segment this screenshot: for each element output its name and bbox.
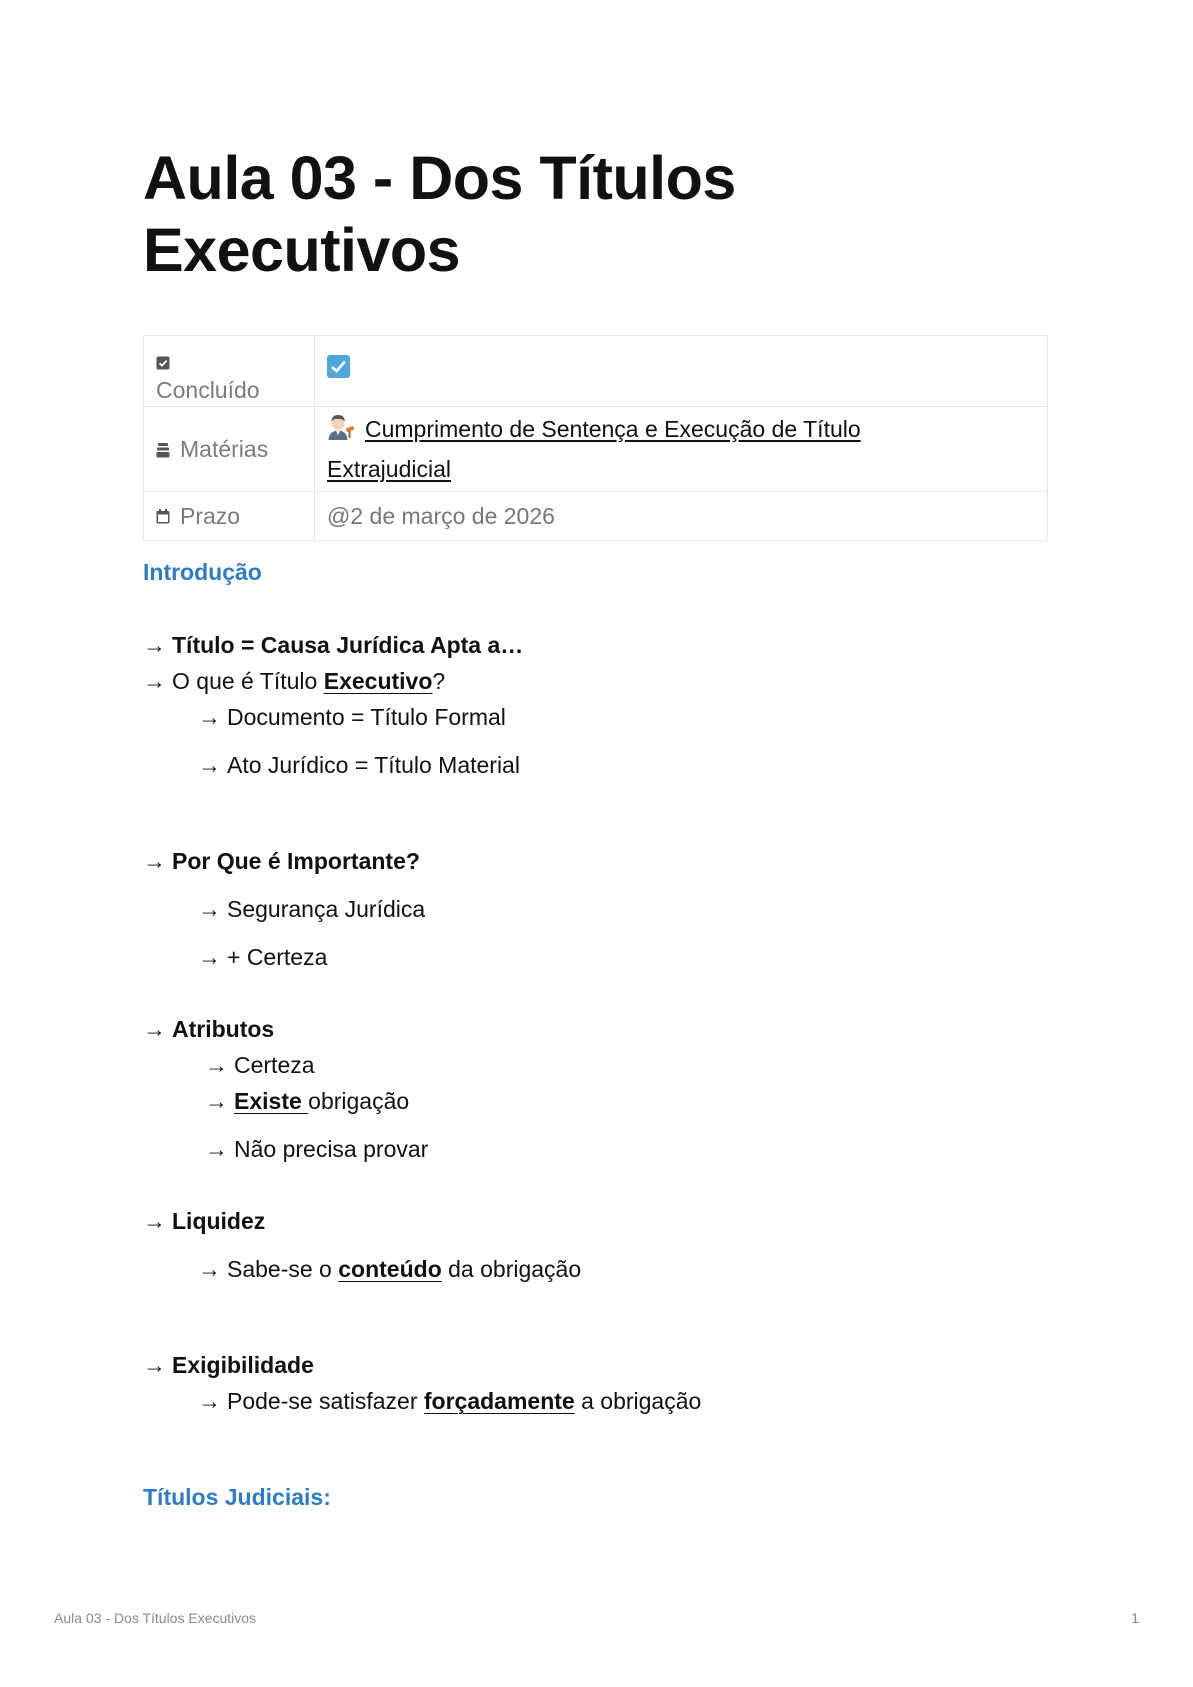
content-line: → Sabe-se o conteúdo da obrigação	[198, 1256, 582, 1282]
checkmark-icon	[330, 359, 347, 374]
arrow-icon: →	[198, 1388, 221, 1414]
footer-page-number: 1	[1131, 1610, 1139, 1626]
calendar-property-icon	[156, 509, 170, 524]
content-line: → Pode-se satisfazer forçadamente a obrigação	[198, 1388, 702, 1414]
content-line: → Por Que é Importante?	[143, 848, 420, 874]
property-label: Matérias	[180, 436, 269, 463]
content-line: → O que é Título Executivo?	[143, 668, 446, 694]
checkbox-property-icon	[156, 356, 170, 370]
property-row-prazo	[144, 492, 1048, 541]
arrow-icon: →	[198, 752, 221, 778]
stack-property-icon	[156, 442, 170, 458]
property-value-concluido[interactable]	[315, 336, 1048, 407]
property-value-prazo[interactable]	[315, 492, 1048, 541]
date-mention[interactable]: @2 de março de 2026	[327, 502, 555, 529]
content-line: → Existe obrigação	[205, 1088, 410, 1114]
footer-doc-title: Aula 03 - Dos Títulos Executivos	[54, 1610, 257, 1626]
property-key-concluido	[144, 336, 315, 407]
arrow-icon: →	[143, 848, 166, 874]
title-line-1: Aula 03 - Dos Títulos	[143, 144, 736, 212]
arrow-icon: →	[198, 704, 221, 730]
materia-link-continued[interactable]: Extrajudicial	[327, 456, 451, 482]
arrow-icon: →	[143, 1016, 166, 1042]
arrow-icon: →	[143, 1208, 166, 1234]
property-value-materias	[315, 407, 1048, 492]
page-title	[143, 142, 736, 286]
properties-table	[143, 335, 1048, 541]
property-key-materias	[144, 407, 315, 492]
judge-emoji-icon	[327, 413, 355, 451]
arrow-icon: →	[143, 632, 166, 658]
materia-link[interactable]: Cumprimento de Sentença e Execução de Título	[365, 416, 861, 442]
arrow-icon: →	[143, 1352, 166, 1378]
content-line: → Ato Jurídico = Título Material	[198, 752, 520, 778]
content-line: → Exigibilidade	[143, 1352, 314, 1378]
property-label: Prazo	[180, 503, 241, 530]
content-line: → Segurança Jurídica	[198, 896, 426, 922]
content-line: → Título = Causa Jurídica Apta a…	[143, 632, 524, 658]
property-row-concluido	[144, 336, 1048, 407]
content-line: → Atributos	[143, 1016, 275, 1042]
arrow-icon: →	[143, 668, 166, 694]
arrow-icon: →	[205, 1136, 228, 1162]
arrow-icon: →	[198, 944, 221, 970]
arrow-icon: →	[198, 1256, 221, 1282]
content-line: → Não precisa provar	[205, 1136, 429, 1162]
title-line-2: Executivos	[143, 216, 461, 284]
property-label: Concluído	[156, 377, 260, 403]
arrow-icon: →	[205, 1088, 228, 1114]
arrow-icon: →	[205, 1052, 228, 1078]
section-heading-introducao: Introdução	[143, 559, 262, 585]
content-line: → Liquidez	[143, 1208, 266, 1234]
property-row-materias	[144, 407, 1048, 492]
checked-checkbox[interactable]	[327, 355, 350, 378]
content-line: → + Certeza	[198, 944, 328, 970]
arrow-icon: →	[198, 896, 221, 922]
content-line: → Certeza	[205, 1052, 315, 1078]
property-key-prazo	[144, 492, 315, 541]
content-line: → Documento = Título Formal	[198, 704, 506, 730]
section-heading-titulos-judiciais: Títulos Judiciais:	[143, 1484, 331, 1510]
